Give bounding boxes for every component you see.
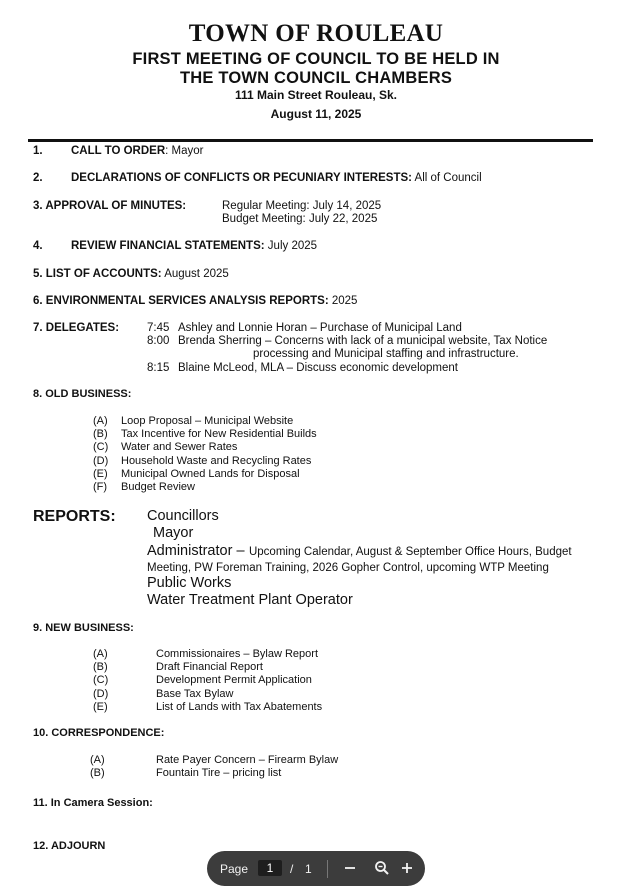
delegate-2-time: 8:00 <box>147 335 170 347</box>
report-councillors: Councillors <box>147 508 219 524</box>
page-label: Page <box>220 862 249 876</box>
item-5 <box>33 268 229 280</box>
item-11-title: 11. In Camera Session: <box>33 797 153 809</box>
new-business-c: Development Permit Application <box>156 674 312 686</box>
item-6-title: 6. ENVIRONMENTAL SERVICES ANALYSIS REPORTS: <box>33 295 329 307</box>
item-5-title: 5. LIST OF ACCOUNTS: <box>33 268 162 280</box>
item-1-number: 1. <box>33 145 43 157</box>
pdf-toolbar <box>207 851 425 886</box>
report-administrator-detail: Upcoming Calendar, August & September Office Hours, Budget <box>248 546 572 558</box>
new-business-c-letter: (C) <box>93 674 109 686</box>
item-1 <box>71 145 203 157</box>
item-2-detail: All of Council <box>414 172 482 184</box>
old-business-f: Budget Review <box>121 481 195 493</box>
item-9-title: 9. NEW BUSINESS: <box>33 622 134 634</box>
item-3-budget-meeting: Budget Meeting: July 22, 2025 <box>222 213 378 225</box>
page-number-input[interactable]: 1 <box>258 860 282 876</box>
delegate-2-text: Brenda Sherring – Concerns with lack of a municipal website, Tax Notice <box>178 335 548 347</box>
old-business-f-letter: (F) <box>93 481 108 493</box>
new-business-e: List of Lands with Tax Abatements <box>156 701 323 713</box>
delegate-2-continued: processing and Municipal staffing and infrastructure. <box>253 348 519 360</box>
item-3-regular-meeting: Regular Meeting: July 14, 2025 <box>222 200 382 212</box>
item-1-title: CALL TO ORDER <box>71 145 166 157</box>
delegate-3-text: Blaine McLeod, MLA – Discuss economic development <box>178 362 458 374</box>
meeting-heading-line1: FIRST MEETING OF COUNCIL TO BE HELD IN <box>132 50 500 68</box>
old-business-e: Municipal Owned Lands for Disposal <box>121 468 300 480</box>
delegate-1-text: Ashley and Lonnie Horan – Purchase of Municipal Land <box>178 322 462 334</box>
item-6-detail: 2025 <box>331 295 358 307</box>
report-public-works: Public Works <box>147 575 232 591</box>
header-divider <box>28 139 593 142</box>
magnifier-icon <box>374 860 390 876</box>
new-business-a: Commissionaires – Bylaw Report <box>156 648 318 660</box>
item-5-detail: August 2025 <box>164 268 229 280</box>
item-4-number: 4. <box>33 240 43 252</box>
old-business-c-letter: (C) <box>93 441 109 453</box>
item-3-title: 3. APPROVAL OF MINUTES: <box>33 200 187 212</box>
delegate-1-time: 7:45 <box>147 322 170 334</box>
item-2-title: DECLARATIONS OF CONFLICTS OR PECUNIARY INTERESTS: <box>71 172 412 184</box>
town-title: TOWN OF ROULEAU <box>188 20 444 47</box>
item-8-title: 8. OLD BUSINESS: <box>33 388 132 400</box>
item-4-title: REVIEW FINANCIAL STATEMENTS: <box>71 240 265 252</box>
item-4-detail: July 2025 <box>267 240 318 252</box>
meeting-date: August 11, 2025 <box>270 107 362 121</box>
page-separator: / <box>290 862 294 876</box>
correspondence-b: Fountain Tire – pricing list <box>156 767 282 779</box>
zoom-out-button[interactable] <box>338 856 362 880</box>
report-administrator-label: Administrator – <box>147 543 245 559</box>
reports-title: REPORTS: <box>33 508 116 525</box>
new-business-b: Draft Financial Report <box>156 661 263 673</box>
item-4 <box>71 240 317 252</box>
new-business-d-letter: (D) <box>93 688 109 700</box>
old-business-e-letter: (E) <box>93 468 108 480</box>
report-mayor: Mayor <box>153 525 194 541</box>
new-business-b-letter: (B) <box>93 661 108 673</box>
correspondence-a: Rate Payer Concern – Firearm Bylaw <box>156 754 339 766</box>
report-administrator <box>147 542 572 560</box>
item-10-title: 10. CORRESPONDENCE: <box>33 727 165 739</box>
page-total: 1 <box>305 862 312 876</box>
new-business-e-letter: (E) <box>93 701 108 713</box>
new-business-d: Base Tax Bylaw <box>156 688 234 700</box>
old-business-c: Water and Sewer Rates <box>121 441 238 453</box>
plus-icon <box>400 861 414 875</box>
item-2-number: 2. <box>33 172 43 184</box>
minus-icon <box>343 861 357 875</box>
zoom-in-button[interactable] <box>395 856 419 880</box>
old-business-d-letter: (D) <box>93 455 109 467</box>
old-business-b-letter: (B) <box>93 428 108 440</box>
item-7-title: 7. DELEGATES: <box>33 322 120 334</box>
report-wtp-operator: Water Treatment Plant Operator <box>147 592 353 608</box>
address: 111 Main Street Rouleau, Sk. <box>234 88 398 102</box>
old-business-d: Household Waste and Recycling Rates <box>121 455 312 467</box>
item-6 <box>33 295 357 307</box>
toolbar-divider <box>327 860 328 878</box>
correspondence-b-letter: (B) <box>90 767 105 779</box>
new-business-a-letter: (A) <box>93 648 108 660</box>
old-business-b: Tax Incentive for New Residential Builds <box>121 428 317 440</box>
item-1-detail: : Mayor <box>165 145 204 157</box>
delegate-3-time: 8:15 <box>147 362 170 374</box>
report-administrator-detail-2: Meeting, PW Foreman Training, 2026 Gopher Control, upcoming WTP Meeting <box>147 562 549 574</box>
correspondence-a-letter: (A) <box>90 754 105 766</box>
old-business-a-letter: (A) <box>93 415 108 427</box>
zoom-button[interactable] <box>370 856 394 880</box>
item-12-title: 12. ADJOURN <box>33 840 106 852</box>
old-business-a: Loop Proposal – Municipal Website <box>121 415 294 427</box>
item-2 <box>71 172 482 184</box>
meeting-heading-line2: THE TOWN COUNCIL CHAMBERS <box>179 69 453 87</box>
